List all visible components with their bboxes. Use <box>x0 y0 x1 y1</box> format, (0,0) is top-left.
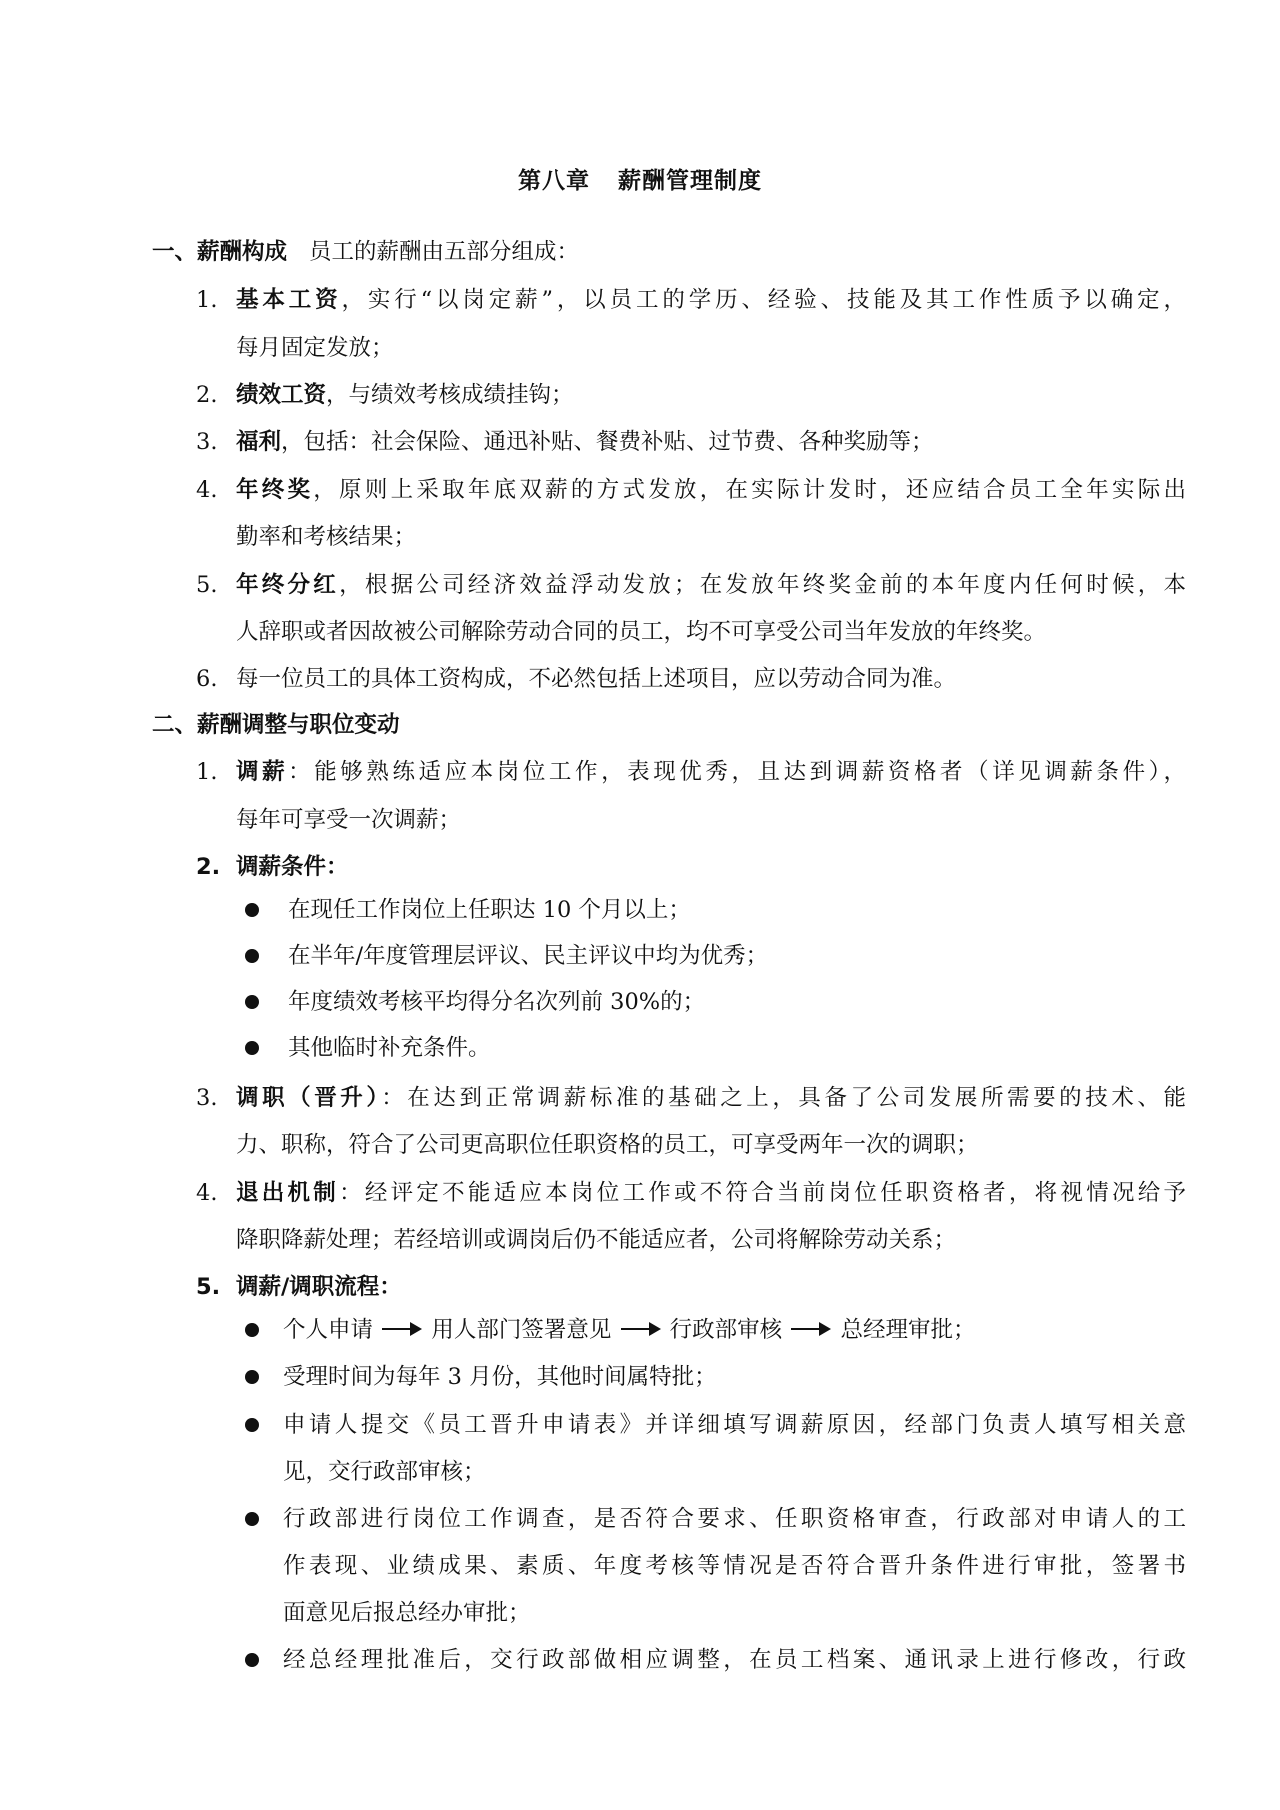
bullet-dot <box>245 1041 259 1055</box>
s1-item-3: 福利，包括：社会保险、通迅补贴、餐费补贴、过节费、各种奖励等； <box>236 429 934 455</box>
bullet-dot <box>245 1323 259 1337</box>
section-2-heading: 二、薪酬调整与职位变动 <box>152 712 400 738</box>
chapter-name: 薪酬管理制度 <box>618 168 762 194</box>
section-1-heading: 一、薪酬构成 员工的薪酬由五部分组成： <box>152 239 580 265</box>
s2-item-2-bullet-1: 在现任工作岗位上任职达 10 个月以上； <box>288 897 691 923</box>
s2-item-4-num: 4. <box>196 1180 218 1206</box>
s2-item-2-bullet-2: 在半年/年度管理层评议、民主评议中均为优秀； <box>288 943 769 969</box>
s1-item-6: 每一位员工的具体工资构成，不必然包括上述项目，应以劳动合同为准。 <box>236 666 957 692</box>
flow-step-2: 用人部门签署意见 <box>431 1317 612 1343</box>
arrow-right-icon <box>619 1318 663 1340</box>
s2-item-2: 调薪条件： <box>236 854 349 880</box>
flow-step-1: 个人申请 <box>283 1317 374 1343</box>
flow-step-4: 总经理审批； <box>840 1317 976 1343</box>
chapter-number: 第八章 <box>518 168 590 194</box>
s1-item-1-num: 1. <box>196 287 218 313</box>
s1-item-4-num: 4. <box>196 477 218 503</box>
s1-item-6-num: 6. <box>196 666 218 692</box>
s2-item-5-bullet-3-line-1: 申请人提交《员工晋升申请表》并详细填写调薪原因，经部门负责人填写相关意 <box>283 1412 1186 1438</box>
bullet-dot <box>245 1512 259 1526</box>
s1-item-2: 绩效工资，与绩效考核成绩挂钩； <box>236 382 574 408</box>
s2-item-1-cont: 每年可享受一次调薪； <box>236 807 462 833</box>
s2-item-4-cont: 降职降薪处理；若经培训或调岗后仍不能适应者，公司将解除劳动关系； <box>236 1227 957 1253</box>
s2-item-4: 退出机制：经评定不能适应本岗位工作或不符合当前岗位任职资格者，将视情况给予 <box>236 1180 1186 1206</box>
arrow-right-icon <box>789 1318 833 1340</box>
s2-item-5-bullet-4-line-3: 面意见后报总经办审批； <box>283 1600 531 1626</box>
s2-item-3: 调职（晋升）：在达到正常调薪标准的基础之上，具备了公司发展所需要的技术、能 <box>236 1085 1186 1111</box>
s2-item-3-num: 3. <box>196 1085 218 1111</box>
s1-item-1: 基本工资，实行“以岗定薪”，以员工的学历、经验、技能及其工作性质予以确定， <box>236 287 1186 313</box>
s1-item-3-num: 3. <box>196 429 218 455</box>
bullet-dot <box>245 949 259 963</box>
s1-item-2-num: 2. <box>196 382 218 408</box>
s2-item-5-num: 5. <box>196 1274 221 1300</box>
s2-item-1-num: 1. <box>196 759 218 785</box>
flow-step-3: 行政部审核 <box>669 1317 783 1343</box>
s2-item-5-bullet-4-line-2: 作表现、业绩成果、素质、年度考核等情况是否符合晋升条件进行审批，签署书 <box>283 1553 1186 1579</box>
s1-item-5: 年终分红，根据公司经济效益浮动发放；在发放年终奖金前的本年度内任何时候，本 <box>236 572 1186 598</box>
s2-item-3-cont: 力、职称，符合了公司更高职位任职资格的员工，可享受两年一次的调职； <box>236 1132 979 1158</box>
s2-item-5-bullet-4-line-1: 行政部进行岗位工作调查，是否符合要求、任职资格审查，行政部对申请人的工 <box>283 1506 1186 1532</box>
flow-steps <box>283 1315 976 1345</box>
s2-item-5-bullet-3-line-2: 见，交行政部审核； <box>283 1459 486 1485</box>
s2-item-2-bullet-3: 年度绩效考核平均得分名次列前 30%的； <box>288 989 706 1015</box>
s1-item-5-num: 5. <box>196 572 218 598</box>
bullet-dot <box>245 995 259 1009</box>
s2-item-5-bullet-2: 受理时间为每年 3 月份，其他时间属特批； <box>283 1364 717 1390</box>
s2-item-5: 调薪/调职流程： <box>236 1274 402 1300</box>
s1-item-1-cont: 每月固定发放； <box>236 335 394 361</box>
s2-item-5-bullet-5: 经总经理批准后，交行政部做相应调整，在员工档案、通讯录上进行修改，行政 <box>283 1647 1186 1673</box>
bullet-dot <box>245 903 259 917</box>
s1-item-5-cont: 人辞职或者因故被公司解除劳动合同的员工，均不可享受公司当年发放的年终奖。 <box>236 619 1047 645</box>
s1-item-4: 年终奖，原则上采取年底双薪的方式发放，在实际计发时，还应结合员工全年实际出 <box>236 477 1186 503</box>
s2-item-1: 调薪：能够熟练适应本岗位工作，表现优秀，且达到调薪资格者（详见调薪条件）， <box>236 759 1186 785</box>
s2-item-2-num: 2. <box>196 854 221 880</box>
s1-item-4-cont: 勤率和考核结果； <box>236 524 417 550</box>
chapter-title <box>0 162 1280 195</box>
bullet-dot <box>245 1653 259 1667</box>
arrow-right-icon <box>380 1318 424 1340</box>
bullet-dot <box>245 1418 259 1432</box>
bullet-dot <box>245 1370 259 1384</box>
s2-item-2-bullet-4: 其他临时补充条件。 <box>288 1035 491 1061</box>
